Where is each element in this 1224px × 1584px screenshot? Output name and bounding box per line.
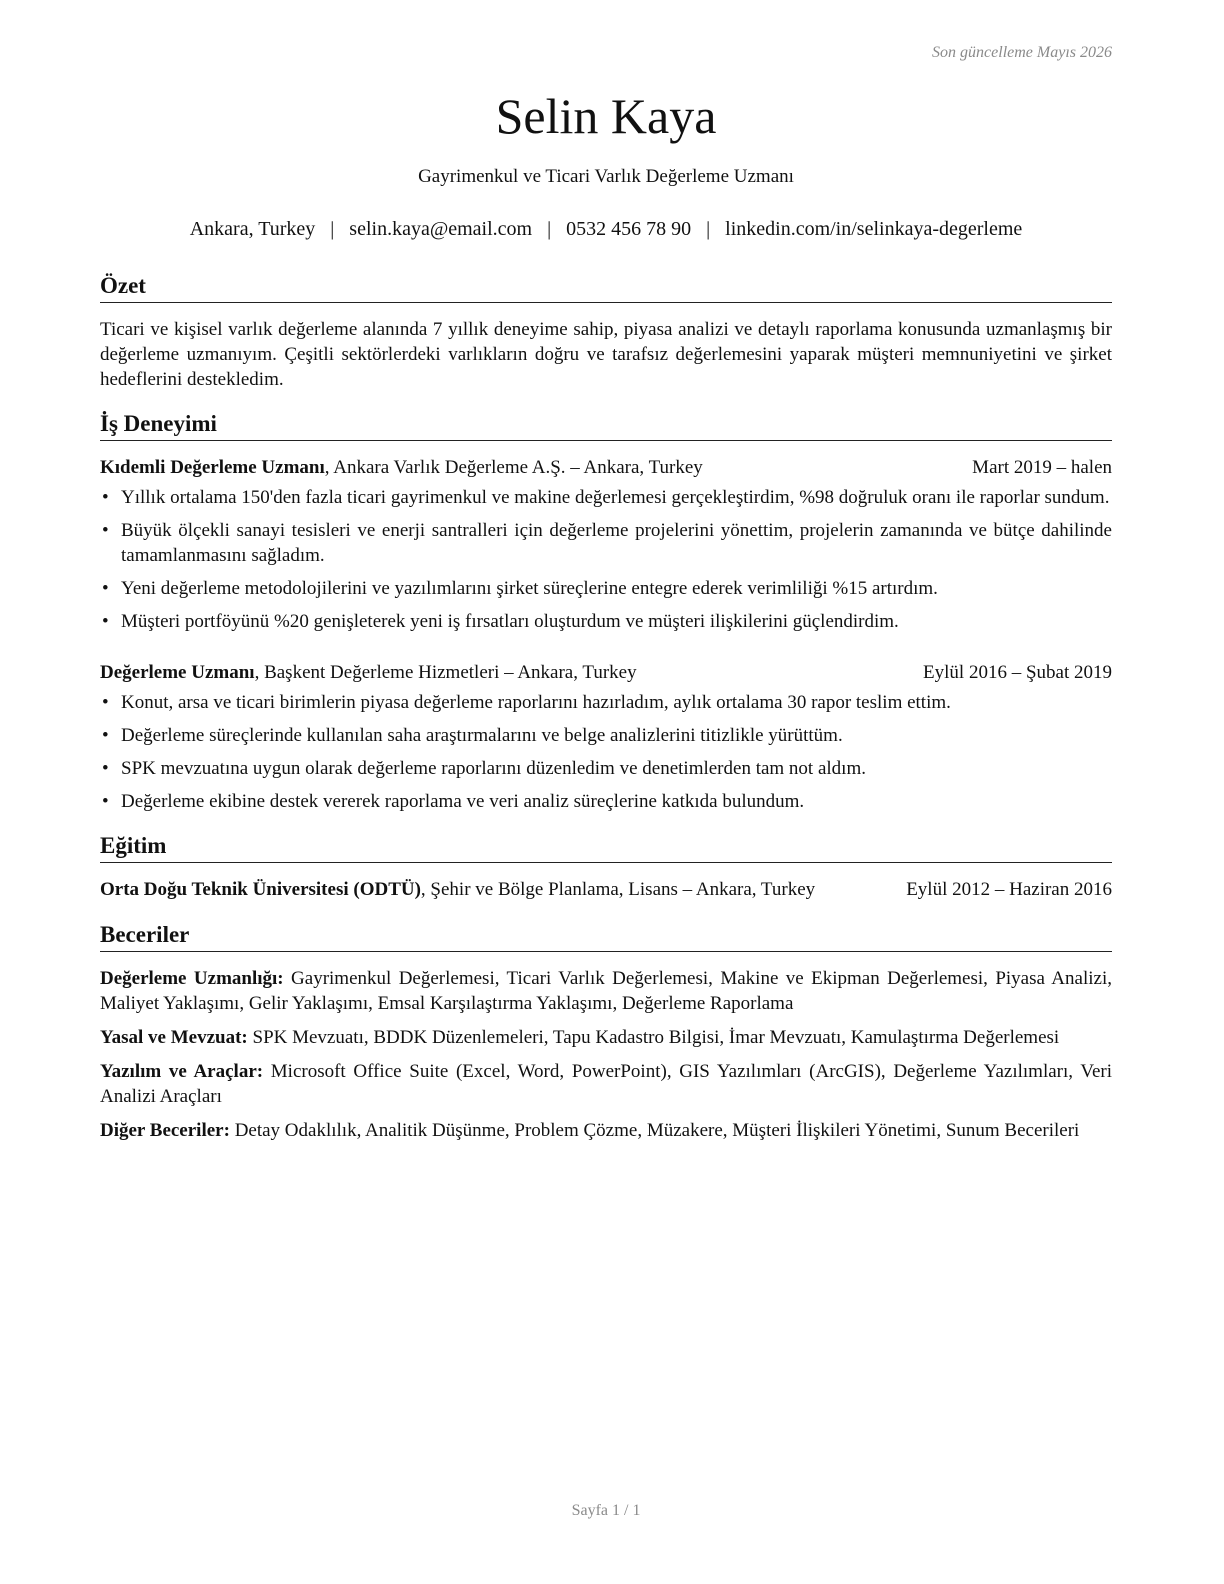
education-section (100, 832, 1112, 903)
job-entry (100, 455, 1112, 634)
job-role-company (100, 660, 637, 686)
skill-label: Diğer Beceriler: (100, 1120, 230, 1141)
experience-section (100, 410, 1112, 814)
education-school: Orta Doğu Teknik Üniversitesi (ODTÜ) (100, 879, 421, 900)
summary-heading: Özet (100, 272, 1112, 303)
job-bullet: • Değerleme ekibine destek vererek raporlama ve veri analiz süreçlerine katkıda bulundum. (100, 789, 1112, 814)
contact-phone[interactable]: 0532 456 78 90 (566, 218, 692, 240)
education-entry (100, 877, 1112, 903)
job-bullets (100, 690, 1112, 814)
job-bullet: • Büyük ölçekli sanayi tesisleri ve enerji santralleri için değerleme projelerini yönettim, projelerin zamanında ve bütçe dahilinde tamamlanmasını sağladım. (100, 518, 1112, 568)
summary-text: Ticari ve kişisel varlık değerleme alanında 7 yıllık deneyime sahip, piyasa analizi ve detaylı raporlama konusunda uzmanlaşmış bir değerleme uzmanıyım. Çeşitli sektörlerdeki varlıkların doğru ve tarafsız değerlemesini yaparak müşteri memnuniyetini ve şirket hedeflerini destekledim. (100, 319, 1112, 390)
experience-heading: İş Deneyimi (100, 410, 1112, 441)
job-bullet: • SPK mevzuatına uygun olarak değerleme raporlarını düzenledim ve denetimlerden tam not aldım. (100, 756, 1112, 781)
page-number: Sayfa 1 / 1 (571, 1502, 641, 1519)
contact-linkedin[interactable]: linkedin.com/in/selinkaya-degerleme (725, 218, 1023, 240)
job-bullet: • Yeni değerleme metodolojilerini ve yazılımlarını şirket süreçlerine entegre ederek verimliliği %15 artırdım. (100, 576, 1112, 601)
summary-section (100, 272, 1112, 392)
skill-text: Microsoft Office Suite (Excel, Word, PowerPoint), GIS Yazılımları (ArcGIS), Değerleme Yazılımları, Veri Analizi Araçları (100, 1061, 1112, 1107)
contact-separator: | (547, 218, 552, 240)
job-bullets (100, 485, 1112, 634)
job-bullet: • Konut, arsa ve ticari birimlerin piyasa değerleme raporlarını hazırladım, aylık ortalama 30 rapor teslim ettim. (100, 690, 1112, 715)
job-role: Kıdemli Değerleme Uzmanı (100, 457, 325, 478)
job-dates: Mart 2019 – halen (972, 457, 1112, 478)
last-updated: Son güncelleme Mayıs 2026 (932, 44, 1112, 61)
skill-text: SPK Mevzuatı, BDDK Düzenlemeleri, Tapu Kadastro Bilgisi, İmar Mevzuatı, Kamulaştırma Değerlemesi (247, 1027, 1060, 1048)
job-dates: Eylül 2016 – Şubat 2019 (923, 662, 1112, 683)
skill-group (100, 1059, 1112, 1109)
job-role-company (100, 455, 703, 481)
contact-location: Ankara, Turkey (189, 218, 316, 240)
education-detail: , Şehir ve Bölge Planlama, Lisans – Ankara, Turkey (420, 879, 816, 900)
skill-label: Yazılım ve Araçlar: (100, 1061, 264, 1082)
education-heading: Eğitim (100, 832, 1112, 863)
skill-label: Değerleme Uzmanlığı: (100, 968, 284, 989)
candidate-name: Selin Kaya (495, 88, 717, 144)
skill-text: Detay Odaklılık, Analitik Düşünme, Problem Çözme, Müzakere, Müşteri İlişkileri Yönetimi, Sunum Becerileri (229, 1120, 1080, 1141)
skills-heading: Beceriler (100, 921, 1112, 952)
education-dates: Eylül 2012 – Haziran 2016 (906, 879, 1112, 900)
job-bullet: • Müşteri portföyünü %20 genişleterek yeni iş fırsatları oluşturdum ve müşteri ilişkilerini güçlendirdim. (100, 609, 1112, 634)
contact-separator: | (706, 218, 711, 240)
resume-page (100, 0, 1112, 1584)
job-company: , Başkent Değerleme Hizmetleri – Ankara, Turkey (254, 662, 637, 683)
skill-label: Yasal ve Mevzuat: (100, 1027, 248, 1048)
job-role: Değerleme Uzmanı (100, 662, 255, 683)
job-bullet: • Değerleme süreçlerinde kullanılan saha araştırmalarını ve belge analizlerini titizlikle yürüttüm. (100, 723, 1112, 748)
job-bullet: • Yıllık ortalama 150'den fazla ticari gayrimenkul ve makine değerlemesi gerçekleştirdim, %98 doğruluk oranı ile raporlar sundum. (100, 485, 1112, 510)
job-title: Gayrimenkul ve Ticari Varlık Değerleme Uzmanı (418, 166, 794, 187)
skill-group (100, 1025, 1112, 1050)
job-company: , Ankara Varlık Değerleme A.Ş. – Ankara, Turkey (324, 457, 703, 478)
skill-group (100, 966, 1112, 1016)
skill-text: Gayrimenkul Değerlemesi, Ticari Varlık Değerlemesi, Makine ve Ekipman Değerlemesi, Piyasa Analizi, Maliyet Yaklaşımı, Gelir Yaklaşımı, Emsal Karşılaştırma Yaklaşımı, Değerleme Raporlama (100, 968, 1112, 1014)
contact-line (100, 218, 1112, 241)
contact-separator: | (330, 218, 335, 240)
education-school-detail (100, 877, 815, 903)
resume-content (100, 272, 1112, 1143)
skill-group (100, 1118, 1112, 1143)
skills-section (100, 921, 1112, 1143)
job-entry (100, 660, 1112, 814)
contact-email[interactable]: selin.kaya@email.com (349, 218, 533, 240)
job-header (100, 455, 1112, 481)
job-header (100, 660, 1112, 686)
